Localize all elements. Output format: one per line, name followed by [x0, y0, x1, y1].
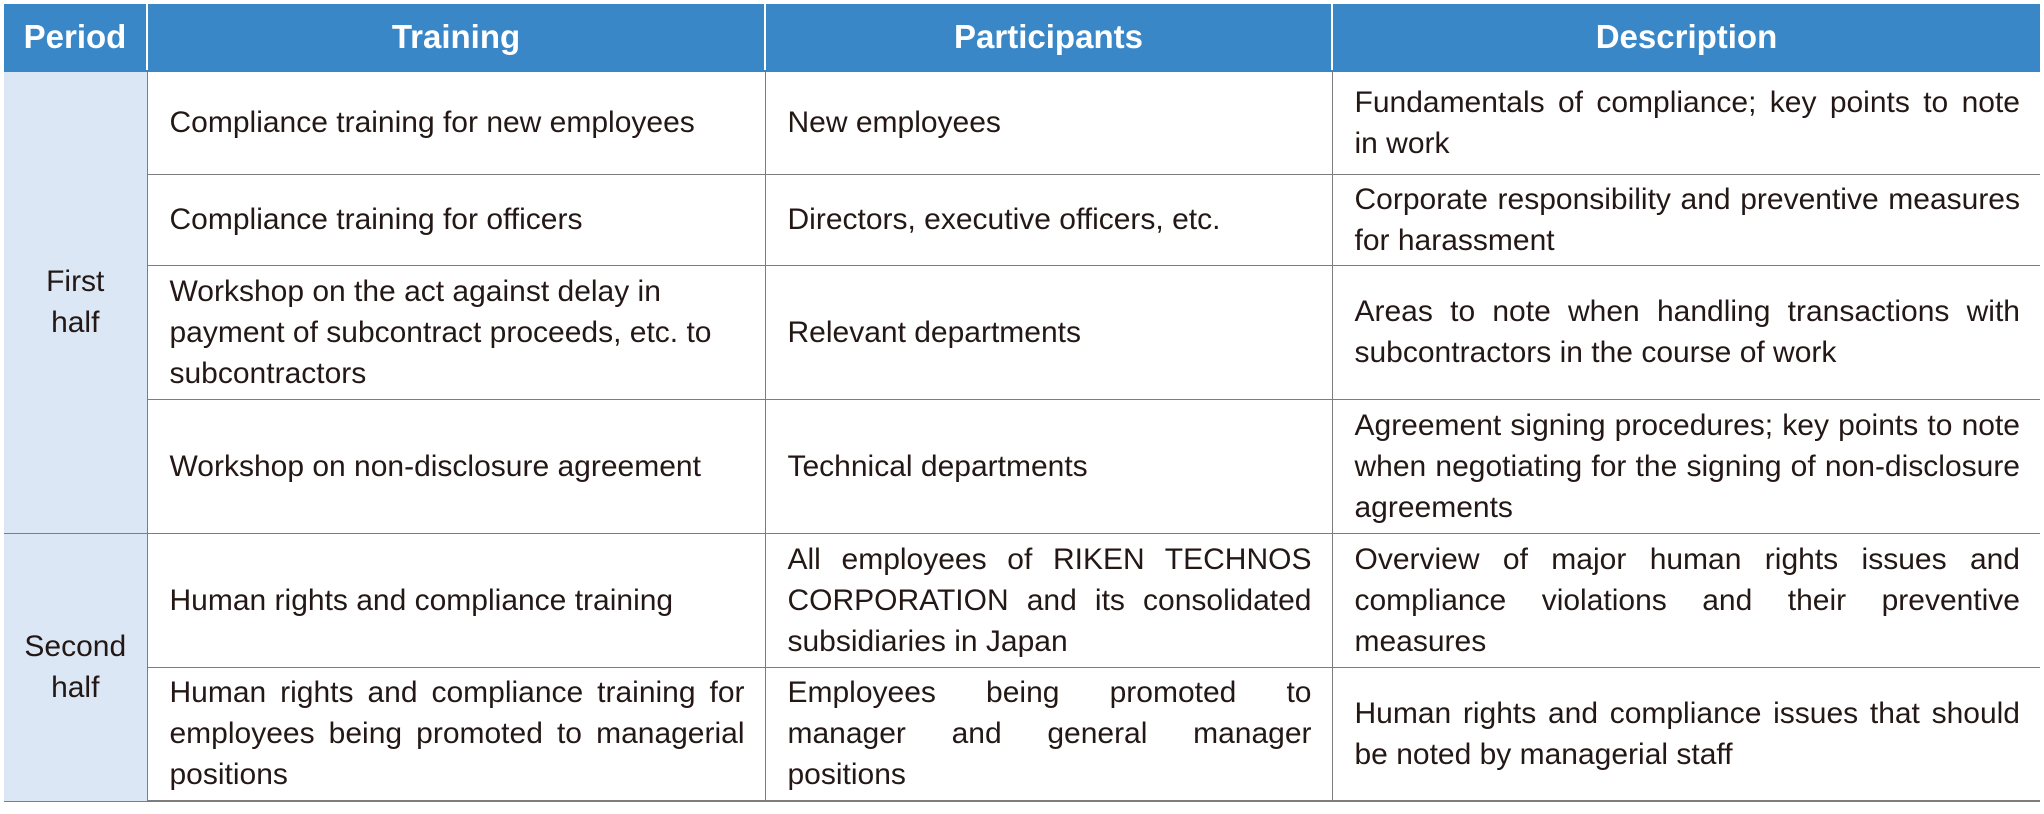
description-cell: Human rights and compliance issues that should be noted by managerial staff — [1332, 667, 2040, 801]
table-header — [4, 4, 2040, 71]
description-cell: Corporate responsibility and preventive measures for harassment — [1332, 174, 2040, 265]
table-body — [4, 71, 2040, 801]
header-description: Description — [1332, 4, 2040, 71]
participants-cell: Employees being promoted to manager and general manager positions — [765, 667, 1332, 801]
participants-cell: All employees of RIKEN TECHNOS CORPORATION and its consolidated subsidiaries in Japan — [765, 533, 1332, 667]
participants-cell: New employees — [765, 71, 1332, 174]
training-cell: Human rights and compliance training — [147, 533, 765, 667]
description-cell: Agreement signing procedures; key points to note when negotiating for the signing of non-disclosure agreements — [1332, 399, 2040, 533]
table-row — [4, 174, 2040, 265]
training-cell: Compliance training for officers — [147, 174, 765, 265]
table-row — [4, 399, 2040, 533]
training-table-wrapper — [4, 4, 2040, 802]
period-first-half — [4, 71, 147, 533]
table-row — [4, 71, 2040, 174]
period-label: Second half — [24, 630, 127, 704]
compliance-training-table — [4, 4, 2040, 802]
training-cell: Workshop on the act against delay in payment of subcontract proceeds, etc. to subcontractors — [147, 265, 765, 399]
header-period: Period — [4, 4, 147, 71]
description-cell: Fundamentals of compliance; key points to note in work — [1332, 71, 2040, 174]
description-cell: Overview of major human rights issues and compliance violations and their preventive measures — [1332, 533, 2040, 667]
period-second-half — [4, 533, 147, 801]
training-cell: Human rights and compliance training for employees being promoted to managerial positions — [147, 667, 765, 801]
participants-cell: Directors, executive officers, etc. — [765, 174, 1332, 265]
training-cell: Compliance training for new employees — [147, 71, 765, 174]
header-participants: Participants — [765, 4, 1332, 71]
training-cell: Workshop on non-disclosure agreement — [147, 399, 765, 533]
header-row — [4, 4, 2040, 71]
participants-cell: Technical departments — [765, 399, 1332, 533]
description-cell: Areas to note when handling transactions with subcontractors in the course of work — [1332, 265, 2040, 399]
period-label: First half — [46, 265, 105, 340]
participants-cell: Relevant departments — [765, 265, 1332, 399]
table-row — [4, 667, 2040, 801]
table-row — [4, 265, 2040, 399]
header-training: Training — [147, 4, 765, 71]
table-row — [4, 533, 2040, 667]
